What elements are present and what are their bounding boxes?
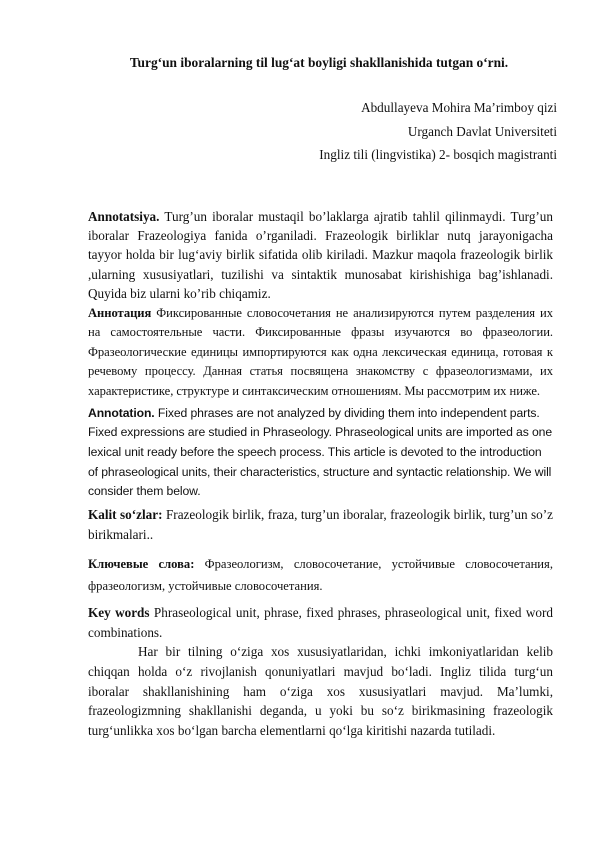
document-page — [88, 54, 557, 741]
abstract-russian-text: Фиксированные словосочетания не анализируются путем разделения их на самостоятельные части. Фиксированные фразы изучаются во фразеологии. Фразеологические единицы импортируются как одна лексическая единица, готовая к речевому процессу. Данная статья посвящена знакомству с фразеологизмами, их характеристике, структуре и синтаксическим отношениям. Мы рассмотрим их ниже. — [88, 305, 553, 398]
abstract-english-label: Annotation. — [88, 405, 155, 420]
keywords-english — [88, 603, 553, 642]
abstract-uzbek-text: Turg’un iboralar mustaqil bo’laklarga ajratib tahlil qilinmaydi. Turg’un iboralar Frazeologiya fanida o’rganiladi. Frazeologik birliklar nutq jarayonigacha tayyor holda bir lug‘aviy birlik sifatida olib kiriladi. Mazkur maqola frazeologik birlik ,ularning xususiyatlari, tuzilishi va sintaktik munosabat kirishishiga bag’ishlanadi. Quyida biz ularni ko’rib chiqamiz. — [88, 208, 553, 302]
abstract-uzbek-label: Annotatsiya. — [88, 208, 160, 224]
keywords-uzbek — [88, 505, 553, 545]
keywords-russian-text: Фразеологизм, словосочетание, устойчивые словосочетания, фразеологизм, устойчивые словосочетания. — [88, 557, 553, 594]
keywords-english-text: Phraseological unit, phrase, fixed phrases, phraseological unit, fixed word combinations. — [88, 605, 553, 640]
author-position: Ingliz tili (lingvistika) 2- bosqich magistranti — [319, 147, 557, 162]
abstract-uzbek — [88, 207, 553, 304]
author-name: Abdullayeva Mohira Ma’rimboy qizi — [361, 100, 557, 115]
keywords-uzbek-text: Frazeologik birlik, fraza, turg’un iboralar, frazeologik birlik, turg’un so’z birikmalari.. — [88, 507, 553, 543]
keywords-russian-label: Ключевые слова: — [88, 557, 195, 572]
keywords-english-label: Key words — [88, 605, 150, 621]
abstract-russian-label: Аннотация — [88, 305, 152, 320]
abstract-english-text: Fixed phrases are not analyzed by dividing them into independent parts. Fixed expressions are studied in Phraseology. Phraseological units are imported as one lexical unit ready before the speech process. This article is devoted to the introduction of phraseological units, their characteristics, structure and syntactic relationship. We will consider them below. — [88, 405, 553, 499]
paper-title: Turg‘un iboralarning til lug‘at boyligi shakllanishida tutgan o‘rni. — [129, 55, 509, 70]
author-block — [88, 96, 557, 167]
keywords-uzbek-label: Kalit so‘zlar: — [88, 507, 163, 523]
abstract-russian — [88, 304, 553, 402]
author-university: Urganch Davlat Universiteti — [407, 123, 557, 139]
keywords-russian — [88, 553, 553, 597]
abstract-english — [88, 404, 553, 503]
body-paragraph: Har bir tilning o‘ziga xos xususiyatlaridan, ichki imkoniyatlaridan kelib chiqqan holda o‘z rivojlanish qonuniyatlari mavjud bo‘ladi. Ingliz tilida turg‘un iboralar shakllanishining ham o‘ziga xos xususiyatlari mavjud. Ma’lumki, frazeologizmning shakllanishi deganda, u yoki bu so‘z birikmasining frazeologik turg‘unlikka xos bo‘lgan barcha elementlarni qo‘lga kiritishi nazarda tutiladi. — [88, 644, 553, 739]
